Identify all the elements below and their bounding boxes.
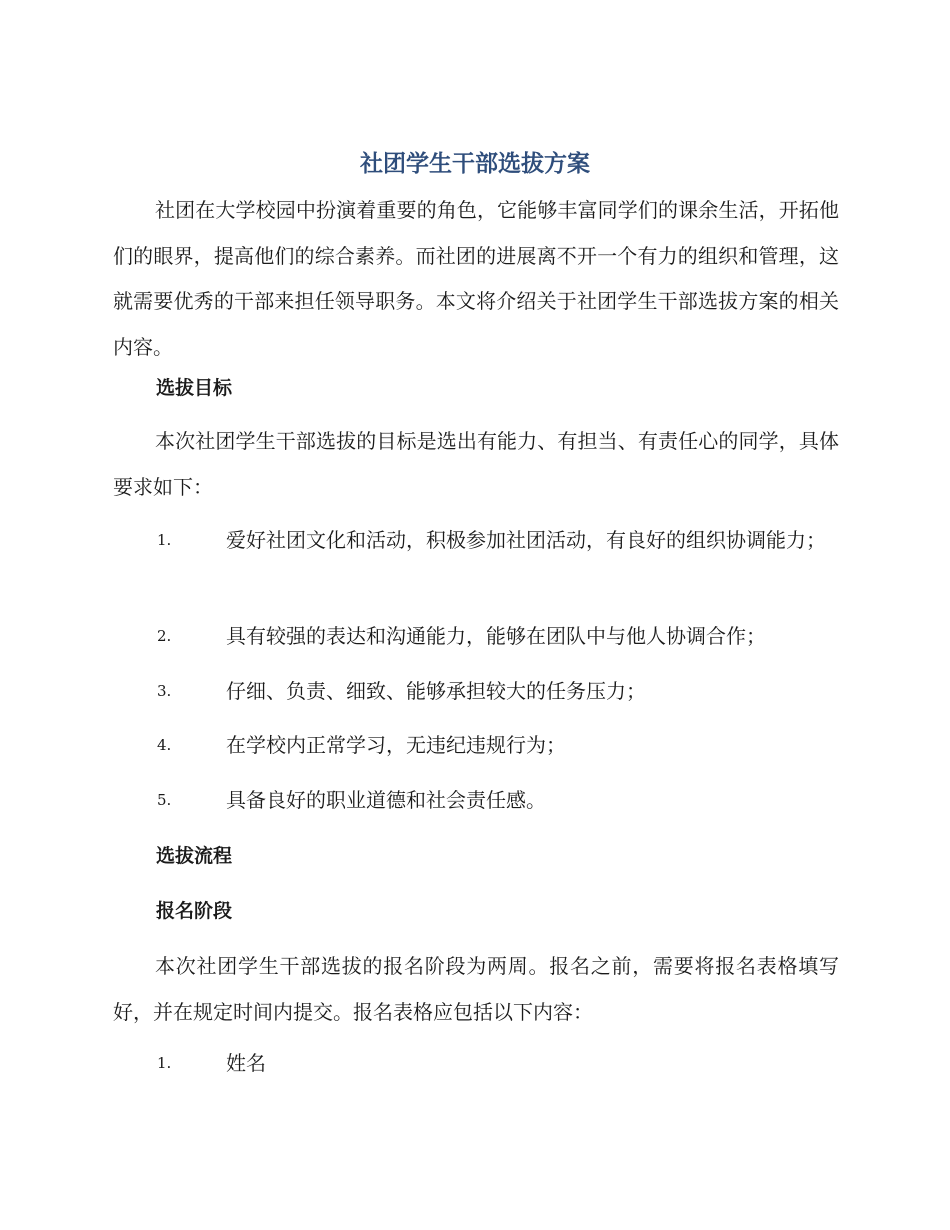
section-heading-process: 选拔流程 [156, 845, 233, 867]
list-number: 1. [157, 531, 172, 549]
list-text: 在学校内正常学习，无违纪违规行为； [226, 733, 566, 757]
list-item [113, 723, 839, 769]
list-text: 姓名 [226, 1051, 266, 1075]
list-number: 5. [157, 791, 172, 809]
list-item [113, 518, 839, 564]
list-number: 1. [157, 1054, 172, 1072]
list-number: 2. [157, 627, 172, 645]
list-text: 具有较强的表达和沟通能力，能够在团队中与他人协调合作； [226, 624, 766, 648]
list-item [113, 1041, 839, 1087]
section-heading-goal: 选拔目标 [156, 377, 233, 399]
list-number: 3. [157, 682, 172, 700]
list-item [113, 614, 839, 660]
document-title: 社团学生干部选拔方案 [360, 151, 590, 177]
list-text: 仔细、负责、细致、能够承担较大的任务压力； [226, 679, 646, 703]
list-number: 4. [157, 736, 172, 754]
subsection-heading-registration: 报名阶段 [156, 900, 233, 922]
intro-paragraph: 社团在大学校园中扮演着重要的角色，它能够丰富同学们的课余生活，开拓他们的眼界，提高他们的综合素养。而社团的进展离不开一个有力的组织和管理，这就需要优秀的干部来担任领导职务。本文将介绍关于社团学生干部选拔方案的相关内容。 [113, 198, 839, 359]
list-item [113, 669, 839, 715]
list-text: 具备良好的职业道德和社会责任感。 [226, 788, 546, 812]
registration-paragraph: 本次社团学生干部选拔的报名阶段为两周。报名之前，需要将报名表格填写好，并在规定时间内提交。报名表格应包括以下内容： [113, 954, 839, 1024]
list-item [113, 778, 839, 824]
list-text: 爱好社团文化和活动，积极参加社团活动，有良好的组织协调能力； [226, 528, 826, 552]
goal-paragraph: 本次社团学生干部选拔的目标是选出有能力、有担当、有责任心的同学，具体要求如下： [113, 429, 839, 499]
